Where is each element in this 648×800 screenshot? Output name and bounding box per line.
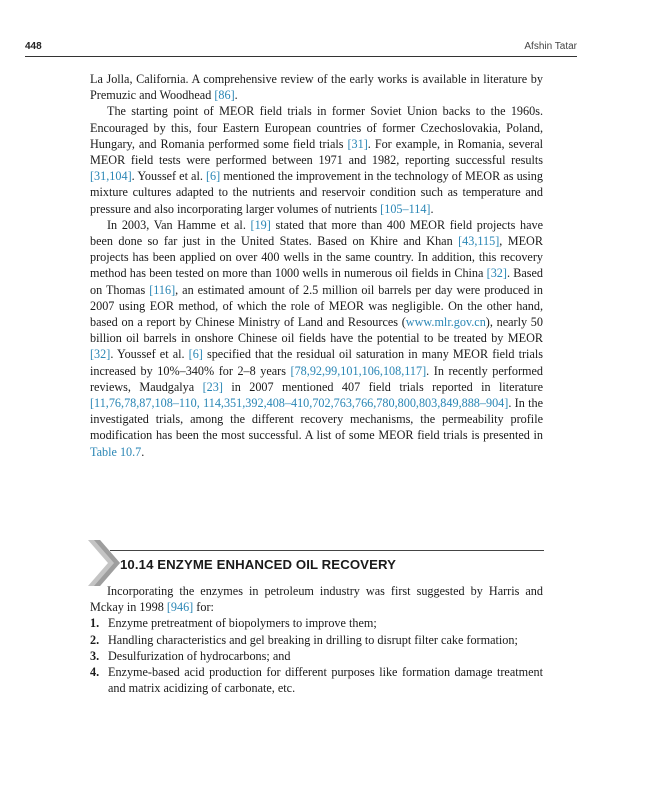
list-item xyxy=(90,632,543,648)
paragraph xyxy=(90,217,543,460)
body-text xyxy=(90,71,543,460)
text-run: . Youssef et al. xyxy=(110,347,189,362)
list-item xyxy=(90,648,543,664)
text-run: In 2003, Van Hamme et al. xyxy=(107,217,251,232)
citation-link[interactable]: www.mlr.gov.cn xyxy=(405,315,486,330)
list-item xyxy=(90,664,543,696)
text-run: , MEOR projects has been applied on over 400 wells in the same country. In addition, this recovery method has been tested on more than 1000 wells in numerous oil fields in China xyxy=(90,234,543,281)
citation-link[interactable]: Table 10.7 xyxy=(90,444,142,459)
text-run: , an estimated amount of 2.5 million oil barrels per day were produced in 2007 using EOR method, of which the role of MEOR was negligible. On the other hand, based on a report by Chinese Ministry of Land and Resources ( xyxy=(90,282,543,330)
citation-link[interactable]: [946] xyxy=(166,600,194,615)
list-item-number: 2. xyxy=(90,632,100,647)
citation-link[interactable]: [11,76,78,87,108–110, 114,351,392,408–410,702,763,766,780,800,803,849,888–904] xyxy=(90,396,509,411)
text-run: Incorporating the enzymes in petroleum industry was first suggested by Harris and Mckay in 1998 xyxy=(90,584,543,615)
text-run: . xyxy=(141,444,145,459)
citation-link[interactable]: [23] xyxy=(202,379,223,394)
citation-link[interactable]: [6] xyxy=(206,169,221,184)
running-header xyxy=(25,40,577,57)
text-run: . xyxy=(430,201,434,216)
text-run: mentioned the improvement in the technology of MEOR as using mixture cultures adapted to the nutrients and reservoir condition such as temperature and pressure and also incorporating larger volumes of nutrients xyxy=(90,169,543,216)
citation-link[interactable]: [86] xyxy=(214,88,235,103)
text-run: for: xyxy=(193,600,214,615)
citation-link[interactable]: [105–114] xyxy=(380,201,431,216)
list-item-number: 1. xyxy=(90,616,100,631)
section-title: 10.14 ENZYME ENHANCED OIL RECOVERY xyxy=(120,557,397,572)
citation-link[interactable]: [31,104] xyxy=(90,169,132,184)
text-run: . Youssef et al. xyxy=(131,169,206,184)
text-run: . In the investigated trials, among the different recovery mechanisms, the permeability profile modification has been the most successful. A list of some MEOR field trials is presented in xyxy=(90,396,543,443)
citation-link[interactable]: [31] xyxy=(347,136,368,151)
citation-link[interactable]: [19] xyxy=(250,217,271,232)
section-rule xyxy=(110,550,544,551)
text-run: ), nearly 50 billion oil barrels in onshore Chinese oil fields have the potential to be treated by MEOR xyxy=(90,315,543,346)
section-intro-paragraph xyxy=(90,583,543,615)
running-head-author: Afshin Tatar xyxy=(524,41,577,52)
text-run: . xyxy=(234,88,238,103)
enzyme-uses-list xyxy=(90,615,543,696)
list-item-text: Desulfurization of hydrocarbons; and xyxy=(108,648,291,663)
list-item-text: Enzyme pretreatment of biopolymers to improve them; xyxy=(108,616,377,631)
list-item xyxy=(90,615,543,631)
text-run: stated that more than 400 MEOR field projects have been done so far just in the United States. Based on Khire and Khan xyxy=(90,217,543,249)
section-heading xyxy=(88,540,545,586)
chevron-arrow-icon xyxy=(88,540,122,586)
citation-link[interactable]: [43,115] xyxy=(458,234,500,249)
citation-link[interactable]: [116] xyxy=(149,282,176,297)
page-number: 448 xyxy=(25,41,42,52)
section-body xyxy=(90,583,543,696)
text-run: . Based on Thomas xyxy=(90,266,543,297)
list-item-number: 3. xyxy=(90,648,100,663)
text-run: in 2007 mentioned 407 field trials reported in literature xyxy=(222,379,543,394)
text-run: The starting point of MEOR field trials in former Soviet Union backs to the 1960s. Encouraged by this, four Eastern European countries of former Czechoslovakia, Poland, Hungary, and Romania performed some field trials xyxy=(90,104,543,151)
list-item-number: 4. xyxy=(90,665,100,680)
citation-link[interactable]: [6] xyxy=(188,347,203,362)
text-run: La Jolla, California. A comprehensive review of the early works is available in literature by Premuzic and Woodhead xyxy=(90,72,543,103)
paragraph xyxy=(90,103,543,216)
paragraph xyxy=(90,71,543,103)
citation-link[interactable]: [32] xyxy=(90,347,111,362)
list-item-text: Handling characteristics and gel breaking in drilling to disrupt filter cake formation; xyxy=(108,632,518,647)
list-item-text: Enzyme-based acid production for different purposes like formation damage treatment and matrix acidizing of carbonate, etc. xyxy=(108,665,543,696)
text-run: specified that the residual oil saturation in many MEOR field trials increased by 10%–340% for 2–8 years xyxy=(90,347,543,378)
citation-link[interactable]: [32] xyxy=(486,266,507,281)
citation-link[interactable]: [78,92,99,101,106,108,117] xyxy=(290,363,427,378)
text-run: . For example, in Romania, several MEOR field tests were performed between 1971 and 1982, reporting successful results xyxy=(90,136,543,168)
text-run: . In recently performed reviews, Maudgalya xyxy=(90,363,543,394)
